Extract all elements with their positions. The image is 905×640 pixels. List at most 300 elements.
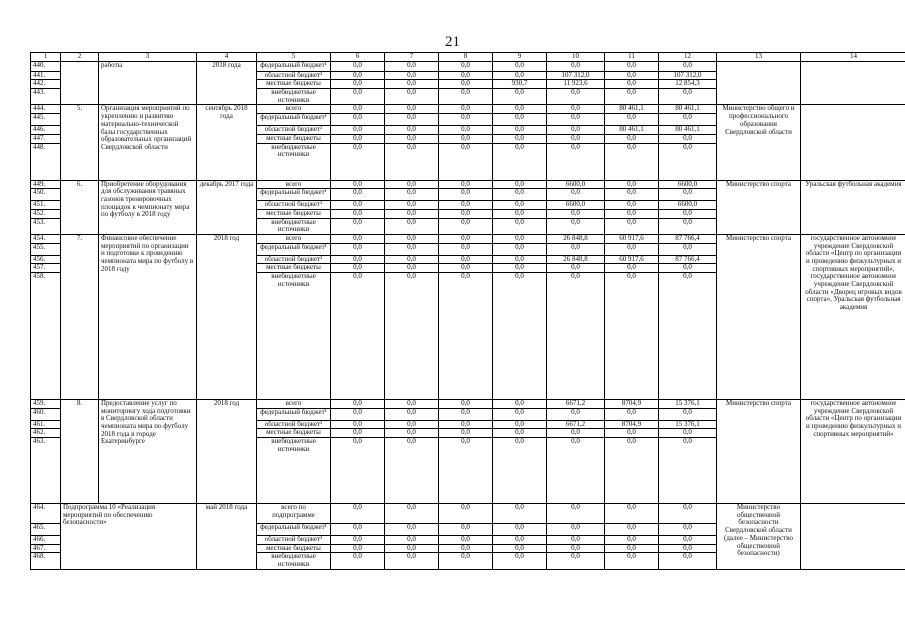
value-cell: 0,0 [439,255,493,264]
funding-source: областной бюджет² [257,255,331,264]
value-cell: 0,0 [493,273,547,400]
funding-source: местные бюджеты [257,264,331,273]
value-cell: 0,0 [331,105,385,114]
execution-term: сентябрь 2018 года [197,105,257,180]
row-number: 443. [31,89,61,105]
row-number: 467. [31,544,61,553]
value-cell: 0,0 [385,209,439,218]
value-cell: 0,0 [439,126,493,135]
value-cell: 0,0 [605,438,659,504]
value-cell: 0,0 [439,429,493,438]
value-cell: 0,0 [493,234,547,243]
value-cell: 0,0 [439,420,493,429]
value-cell: 0,0 [385,105,439,114]
page-number: 21 [445,34,460,50]
value-cell: 0,0 [493,420,547,429]
value-cell: 0,0 [493,536,547,545]
column-number: 3 [99,53,197,62]
row-number: 465. [31,524,61,536]
value-cell: 0,0 [493,143,547,180]
value-cell: 6671,2 [547,420,605,429]
value-cell: 0,0 [385,524,439,536]
value-cell: 0,0 [439,524,493,536]
value-cell: 0,0 [439,114,493,126]
funding-source: всего по подпрограмме [257,504,331,524]
value-cell: 0,0 [385,71,439,80]
value-cell: 0,0 [493,201,547,210]
funding-source: всего [257,234,331,243]
value-cell: 0,0 [439,553,493,569]
value-cell: 0,0 [659,524,717,536]
column-number: 4 [197,53,257,62]
table-row [31,180,905,189]
value-cell: 0,0 [331,209,385,218]
value-cell: 0,0 [547,408,605,420]
row-number: 468. [31,553,61,569]
value-cell: 0,0 [385,126,439,135]
table-body [31,61,905,569]
value-cell: 0,0 [439,243,493,255]
column-number: 6 [331,53,385,62]
row-number: 457. [31,264,61,273]
value-cell: 0,0 [547,553,605,569]
value-cell: 0,0 [605,209,659,218]
value-cell: 0,0 [439,189,493,201]
value-cell: 0,0 [547,114,605,126]
row-number: 440. [31,61,61,71]
value-cell: 0,0 [331,89,385,105]
value-cell: 0,0 [605,143,659,180]
value-cell: 0,0 [547,243,605,255]
value-cell: 0,0 [331,234,385,243]
funding-source: областной бюджет² [257,126,331,135]
value-cell: 0,0 [331,524,385,536]
value-cell: 0,0 [439,89,493,105]
column-number: 8 [439,53,493,62]
recipient [801,61,905,105]
item-name: Финансовое обеспечение мероприятий по организации и подготовке к проведению чемпионата мира по футболу в 2018 году [99,234,197,399]
value-cell: 107 312,0 [659,71,717,80]
responsible-executor: Министерство общественной безопасности Свердловской области (далее – Министерство общественной безопасности) [717,504,801,570]
value-cell: 0,0 [385,114,439,126]
value-cell: 0,0 [605,264,659,273]
subprogram-name: Подпрограмма 10 «Реализация мероприятий по обеспечению безопасности» [61,504,197,570]
value-cell: 0,0 [605,180,659,189]
value-cell: 6600,0 [659,201,717,210]
responsible-executor [717,61,801,105]
funding-source: внебюджетные источники [257,273,331,400]
row-number: 448. [31,143,61,180]
column-number-row [31,53,905,62]
table-row [31,400,905,409]
value-cell: 26 848,8 [547,255,605,264]
value-cell: 0,0 [659,553,717,569]
value-cell: 60 917,6 [605,255,659,264]
funding-source: всего [257,105,331,114]
column-number: 10 [547,53,605,62]
value-cell: 0,0 [605,80,659,89]
funding-source: внебюджетные источники [257,553,331,569]
value-cell: 0,0 [547,134,605,143]
value-cell: 0,0 [331,71,385,80]
value-cell: 0,0 [493,553,547,569]
funding-source: всего [257,180,331,189]
recipient: государственное автономное учреждение Свердловской области «Центр по организации и проведению физкультурных и спортивных мероприятий» [801,400,905,504]
row-number: 461. [31,420,61,429]
value-cell: 0,0 [659,536,717,545]
row-number: 459. [31,400,61,409]
value-cell: 0,0 [547,61,605,71]
value-cell: 0,0 [605,544,659,553]
value-cell: 0,0 [659,408,717,420]
value-cell: 15 376,1 [659,400,717,409]
responsible-executor: Министерство общего и профессионального образования Свердловской области [717,105,801,180]
value-cell: 80 461,1 [659,126,717,135]
value-cell: 15 376,1 [659,420,717,429]
value-cell: 0,0 [493,408,547,420]
value-cell: 0,0 [493,264,547,273]
item-name: Приобретение оборудования для обслуживания травяных газонов тренировочных площадок к чемпионату мира по футболу в 2018 году [99,180,197,234]
item-name: Организация мероприятий по укреплению и развитию материально-технической базы государственных образовательных организаций Свердловской области [99,105,197,180]
column-number: 9 [493,53,547,62]
value-cell: 0,0 [331,80,385,89]
responsible-executor: Министерство спорта [717,180,801,234]
value-cell: 0,0 [547,126,605,135]
value-cell: 0,0 [547,438,605,504]
value-cell: 0,0 [385,400,439,409]
value-cell: 0,0 [493,504,547,524]
value-cell: 0,0 [385,134,439,143]
value-cell: 0,0 [385,536,439,545]
execution-term: май 2018 года [197,504,257,570]
value-cell: 0,0 [439,218,493,234]
row-number: 442. [31,80,61,89]
item-number: 5. [61,105,99,180]
value-cell: 0,0 [331,243,385,255]
funding-source: областной бюджет² [257,201,331,210]
row-number: 454. [31,234,61,243]
value-cell: 0,0 [493,189,547,201]
value-cell: 0,0 [385,234,439,243]
column-number: 7 [385,53,439,62]
table-row [31,105,905,114]
column-number: 14 [801,53,905,62]
value-cell: 0,0 [385,408,439,420]
row-number: 444. [31,105,61,114]
item-name: Предоставление услуг по мониторингу хода подготовки в Свердловской области чемпионата мира по футболу 2018 года в городе Екатеринбурге [99,400,197,504]
value-cell: 0,0 [385,189,439,201]
value-cell: 0,0 [493,218,547,234]
value-cell: 0,0 [493,134,547,143]
recipient [801,504,905,570]
value-cell: 0,0 [493,89,547,105]
value-cell: 0,0 [331,438,385,504]
value-cell: 0,0 [331,429,385,438]
value-cell: 0,0 [547,544,605,553]
value-cell: 0,0 [547,536,605,545]
value-cell: 107 312,0 [547,71,605,80]
value-cell: 0,0 [605,408,659,420]
value-cell: 0,0 [659,189,717,201]
value-cell: 0,0 [605,61,659,71]
column-number: 12 [659,53,717,62]
item-name: работы [99,61,197,105]
value-cell: 0,0 [385,264,439,273]
funding-source: местные бюджеты [257,134,331,143]
funding-source: внебюджетные источники [257,438,331,504]
funding-source: всего [257,400,331,409]
value-cell: 0,0 [331,114,385,126]
value-cell: 0,0 [547,429,605,438]
value-cell: 0,0 [547,209,605,218]
value-cell: 0,0 [385,429,439,438]
value-cell: 0,0 [659,218,717,234]
value-cell: 0,0 [439,544,493,553]
column-number: 5 [257,53,331,62]
value-cell: 0,0 [439,536,493,545]
row-number: 455. [31,243,61,255]
value-cell: 0,0 [493,71,547,80]
value-cell: 0,0 [659,209,717,218]
value-cell: 0,0 [605,504,659,524]
value-cell: 0,0 [605,273,659,400]
value-cell: 0,0 [659,243,717,255]
row-number: 450. [31,189,61,201]
value-cell: 0,0 [439,438,493,504]
value-cell: 0,0 [493,180,547,189]
item-number: 7. [61,234,99,399]
value-cell: 0,0 [605,536,659,545]
row-number: 463. [31,438,61,504]
value-cell: 0,0 [493,400,547,409]
row-number: 456. [31,255,61,264]
row-number: 445. [31,114,61,126]
value-cell: 0,0 [547,89,605,105]
value-cell: 0,0 [331,201,385,210]
value-cell: 0,0 [385,89,439,105]
funding-source: федеральный бюджет¹ [257,189,331,201]
funding-source: областной бюджет² [257,71,331,80]
value-cell: 0,0 [331,264,385,273]
value-cell: 0,0 [547,143,605,180]
item-number: 6. [61,180,99,234]
value-cell: 0,0 [493,438,547,504]
value-cell: 0,0 [439,105,493,114]
value-cell: 80 461,1 [659,105,717,114]
value-cell: 0,0 [331,180,385,189]
value-cell: 0,0 [493,255,547,264]
funding-source: внебюджетные источники [257,143,331,180]
value-cell: 0,0 [331,400,385,409]
value-cell: 0,0 [547,264,605,273]
funding-source: федеральный бюджет¹ [257,61,331,71]
value-cell: 0,0 [605,429,659,438]
value-cell: 0,0 [493,243,547,255]
value-cell: 0,0 [605,71,659,80]
value-cell: 0,0 [439,264,493,273]
item-number: 8. [61,400,99,504]
value-cell: 0,0 [493,114,547,126]
value-cell: 0,0 [385,61,439,71]
funding-source: местные бюджеты [257,429,331,438]
execution-term: 2018 год [197,400,257,504]
value-cell: 0,0 [439,209,493,218]
row-number: 451. [31,201,61,210]
value-cell: 87 766,4 [659,234,717,243]
value-cell: 0,0 [439,504,493,524]
value-cell: 0,0 [385,180,439,189]
funding-source: федеральный бюджет¹ [257,408,331,420]
funding-source: внебюджетные источники [257,89,331,105]
funding-source: местные бюджеты [257,544,331,553]
execution-term: 2018 год [197,234,257,399]
column-number: 11 [605,53,659,62]
value-cell: 0,0 [659,544,717,553]
value-cell: 8704,9 [605,400,659,409]
value-cell: 0,0 [439,71,493,80]
row-number: 458. [31,273,61,400]
table-row [31,61,905,71]
value-cell: 0,0 [385,201,439,210]
value-cell: 0,0 [331,61,385,71]
value-cell: 0,0 [439,201,493,210]
value-cell: 0,0 [659,438,717,504]
value-cell: 0,0 [439,143,493,180]
value-cell: 0,0 [385,143,439,180]
execution-term: декабрь 2017 года [197,180,257,234]
value-cell: 80 461,1 [605,105,659,114]
recipient: Уральская футбольная академия [801,180,905,234]
value-cell: 0,0 [605,89,659,105]
value-cell: 87 766,4 [659,255,717,264]
value-cell: 0,0 [493,544,547,553]
value-cell: 0,0 [493,429,547,438]
value-cell: 0,0 [331,189,385,201]
value-cell: 0,0 [385,420,439,429]
row-number: 460. [31,408,61,420]
value-cell: 0,0 [439,400,493,409]
value-cell: 0,0 [439,234,493,243]
funding-source: местные бюджеты [257,80,331,89]
responsible-executor: Министерство спорта [717,234,801,399]
column-number: 1 [31,53,61,62]
row-number: 449. [31,180,61,189]
funding-source: федеральный бюджет¹ [257,243,331,255]
row-number: 453. [31,218,61,234]
execution-term: 2018 года [197,61,257,105]
value-cell: 0,0 [547,218,605,234]
value-cell: 0,0 [331,218,385,234]
value-cell: 0,0 [659,264,717,273]
value-cell: 0,0 [547,524,605,536]
value-cell: 0,0 [385,438,439,504]
value-cell: 0,0 [385,553,439,569]
funding-source: федеральный бюджет¹ [257,114,331,126]
value-cell: 0,0 [659,114,717,126]
row-number: 466. [31,536,61,545]
row-number: 446. [31,126,61,135]
row-number: 464. [31,504,61,524]
value-cell: 0,0 [605,189,659,201]
value-cell: 6600,0 [547,201,605,210]
funding-source: внебюджетные источники [257,218,331,234]
value-cell: 0,0 [605,134,659,143]
value-cell: 0,0 [547,504,605,524]
value-cell: 0,0 [605,553,659,569]
value-cell: 0,0 [439,180,493,189]
value-cell: 0,0 [493,209,547,218]
value-cell: 0,0 [605,243,659,255]
value-cell: 0,0 [331,504,385,524]
funding-source: федеральный бюджет¹ [257,524,331,536]
value-cell: 0,0 [331,544,385,553]
value-cell: 8704,9 [605,420,659,429]
value-cell: 60 917,6 [605,234,659,243]
value-cell: 0,0 [605,524,659,536]
value-cell: 0,0 [331,536,385,545]
value-cell: 12 854,3 [659,80,717,89]
recipient [801,105,905,180]
row-number: 447. [31,134,61,143]
value-cell: 0,0 [331,408,385,420]
value-cell: 0,0 [331,255,385,264]
column-number: 13 [717,53,801,62]
value-cell: 0,0 [385,273,439,400]
value-cell: 6600,0 [659,180,717,189]
column-number: 2 [61,53,99,62]
value-cell: 6600,0 [547,180,605,189]
value-cell: 0,0 [331,134,385,143]
value-cell: 930,7 [493,80,547,89]
value-cell: 0,0 [385,255,439,264]
value-cell: 0,0 [439,273,493,400]
recipient: государственное автономное учреждение Свердловской области «Центр по организации и проведению физкультурных и спортивных мероприятий», государственное автономное учреждение Свердловской области «Дворец игровых видов спорта», Уральская футбольная академия [801,234,905,399]
value-cell: 0,0 [659,89,717,105]
table-row [31,504,905,524]
value-cell: 0,0 [659,61,717,71]
funding-source: областной бюджет² [257,420,331,429]
row-number: 452. [31,209,61,218]
value-cell: 0,0 [547,273,605,400]
value-cell: 0,0 [385,80,439,89]
value-cell: 0,0 [439,408,493,420]
value-cell: 0,0 [331,143,385,180]
value-cell: 0,0 [547,189,605,201]
value-cell: 0,0 [385,504,439,524]
value-cell: 0,0 [331,420,385,429]
value-cell: 0,0 [439,61,493,71]
value-cell: 0,0 [659,134,717,143]
value-cell: 0,0 [605,201,659,210]
funding-source: областной бюджет² [257,536,331,545]
row-number: 462. [31,429,61,438]
value-cell: 0,0 [659,504,717,524]
value-cell: 0,0 [493,126,547,135]
item-number [61,61,99,105]
value-cell: 11 923,6 [547,80,605,89]
value-cell: 0,0 [385,243,439,255]
value-cell: 0,0 [605,114,659,126]
value-cell: 0,0 [331,126,385,135]
value-cell: 0,0 [659,273,717,400]
budget-table [30,52,905,570]
value-cell: 0,0 [659,143,717,180]
value-cell: 0,0 [605,218,659,234]
value-cell: 0,0 [439,134,493,143]
row-number: 441. [31,71,61,80]
value-cell: 0,0 [385,218,439,234]
value-cell: 0,0 [331,553,385,569]
